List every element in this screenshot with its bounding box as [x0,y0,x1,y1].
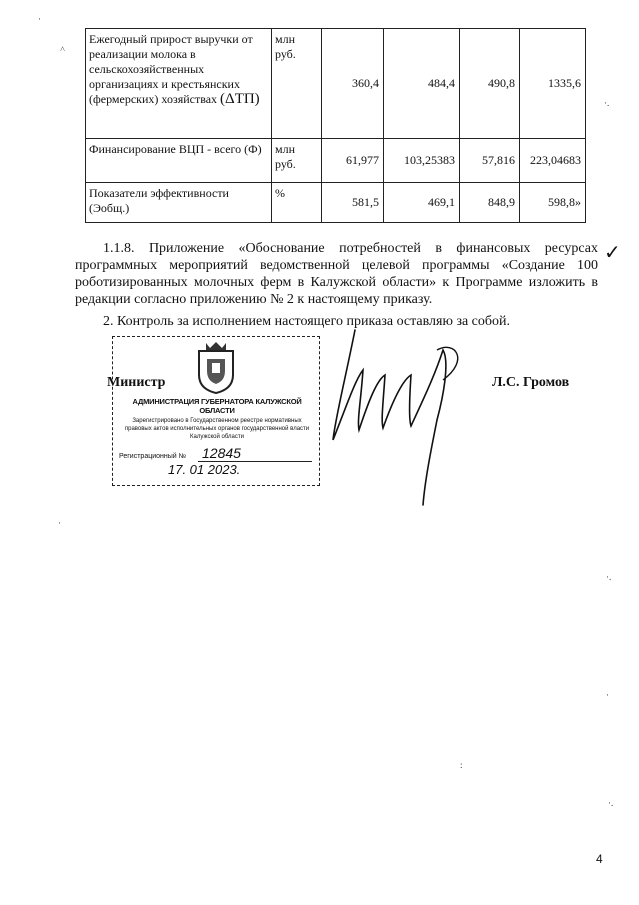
table-row [86,29,586,139]
signer-name: Л.С. Громов [492,375,570,390]
value-cell: 103,25383 [384,139,460,183]
value-cell: 360,4 [322,29,384,139]
indicator-name: Ежегодный прирост выручки от реализации молока в сельскохозяйственных организациях и крестьянских (фермерских) хозяйствах [89,32,253,106]
table-row [86,139,586,183]
value-cell: 469,1 [384,183,460,223]
indicator-symbol: (ΔТП) [220,91,260,107]
indicators-table [85,28,586,223]
unit-cell: млн руб. [272,29,322,139]
value-cell: 1335,6 [520,29,586,139]
check-mark-icon: ✓ [604,242,621,264]
minister-label: Министр [107,375,166,390]
stamp-header: АДМИНИСТРАЦИЯ ГУБЕРНАТОРА КАЛУЖСКОЙ ОБЛАСТИ [132,397,302,415]
reg-date: 17. 01 2023. [168,462,241,477]
scan-speck: ·. [604,98,610,108]
value-cell: 61,977 [322,139,384,183]
reg-label: Регистрационный № [119,453,187,460]
scan-speck: ·. [608,798,614,808]
scan-speck: · [38,14,41,24]
paragraph-2: 2. Контроль за исполнением настоящего приказа оставляю за собой. [103,314,511,329]
value-cell: 848,9 [460,183,520,223]
unit-cell: % [272,183,322,223]
value-cell: 598,8» [520,183,586,223]
indicator-name: Финансирование ВЦП - всего (Ф) [86,139,272,183]
indicator-name-cell [86,29,272,139]
handwritten-signature [325,320,485,510]
value-cell: 490,8 [460,29,520,139]
table-row [86,183,586,223]
scan-speck: ·. [606,572,612,582]
coat-of-arms-icon [193,341,239,395]
page-number: 4 [596,852,603,866]
scan-speck: ˄ [60,44,66,54]
unit-cell: млн руб. [272,139,322,183]
indicator-name: Показатели эффективности (Эобщ.) [86,183,272,223]
reg-number: 12845 [198,445,312,462]
registration-stamp [112,336,320,486]
scan-speck: · [58,518,61,528]
paragraph-1-1-8: 1.1.8. Приложение «Обоснование потребностей в финансовых ресурсах программных мероприятий ведомственной целевой программы «Создание 100 роботизированных молочных ферм в Калужской области» к Программе изложить в редакции согласно приложению № 2 к настоящему приказу. [75,241,598,307]
scan-speck: : [460,760,463,770]
value-cell: 581,5 [322,183,384,223]
stamp-note: Зарегистрировано в Государственном реестре нормативных правовых актов исполнительных органов государственной власти Калужской области [124,418,310,440]
scan-speck: · [606,690,609,700]
value-cell: 223,04683 [520,139,586,183]
value-cell: 57,816 [460,139,520,183]
value-cell: 484,4 [384,29,460,139]
